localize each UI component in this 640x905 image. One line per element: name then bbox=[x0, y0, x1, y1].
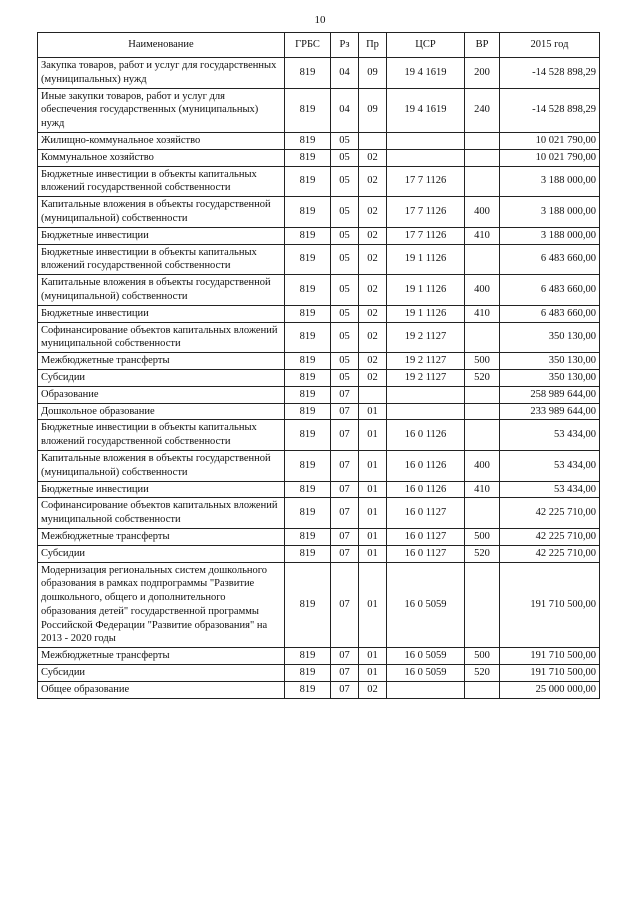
cell-name: Образование bbox=[38, 386, 285, 403]
cell-rz: 05 bbox=[331, 369, 359, 386]
cell-grbs: 819 bbox=[285, 197, 331, 228]
cell-vr: 500 bbox=[465, 528, 500, 545]
table-row bbox=[38, 197, 600, 228]
cell-grbs: 819 bbox=[285, 665, 331, 682]
cell-name: Межбюджетные трансферты bbox=[38, 528, 285, 545]
cell-vr bbox=[465, 403, 500, 420]
cell-amount: 53 434,00 bbox=[500, 420, 600, 451]
cell-pr: 01 bbox=[359, 562, 387, 648]
cell-vr: 240 bbox=[465, 88, 500, 132]
header-rz: Рз bbox=[331, 33, 359, 58]
cell-amount: 233 989 644,00 bbox=[500, 403, 600, 420]
cell-csr: 16 0 5059 bbox=[387, 562, 465, 648]
cell-rz: 07 bbox=[331, 403, 359, 420]
table-row bbox=[38, 420, 600, 451]
cell-name: Субсидии bbox=[38, 545, 285, 562]
cell-csr: 19 2 1127 bbox=[387, 353, 465, 370]
cell-name: Межбюджетные трансферты bbox=[38, 353, 285, 370]
cell-amount: 3 188 000,00 bbox=[500, 227, 600, 244]
table-row bbox=[38, 353, 600, 370]
cell-name: Дошкольное образование bbox=[38, 403, 285, 420]
table-row bbox=[38, 498, 600, 529]
cell-name: Капитальные вложения в объекты государственной (муниципальной) собственности bbox=[38, 450, 285, 481]
cell-vr bbox=[465, 166, 500, 197]
cell-rz: 07 bbox=[331, 386, 359, 403]
cell-name: Межбюджетные трансферты bbox=[38, 648, 285, 665]
table-row bbox=[38, 275, 600, 306]
cell-csr: 16 0 1126 bbox=[387, 481, 465, 498]
cell-grbs: 819 bbox=[285, 481, 331, 498]
cell-csr: 16 0 5059 bbox=[387, 648, 465, 665]
cell-amount: 25 000 000,00 bbox=[500, 681, 600, 698]
table-row bbox=[38, 450, 600, 481]
cell-name: Коммунальное хозяйство bbox=[38, 149, 285, 166]
cell-amount: -14 528 898,29 bbox=[500, 58, 600, 89]
header-vr: ВР bbox=[465, 33, 500, 58]
cell-amount: 191 710 500,00 bbox=[500, 562, 600, 648]
cell-name: Субсидии bbox=[38, 665, 285, 682]
cell-vr: 520 bbox=[465, 545, 500, 562]
cell-csr: 16 0 1127 bbox=[387, 545, 465, 562]
cell-name: Бюджетные инвестиции в объекты капитальных вложений государственной собственности bbox=[38, 244, 285, 275]
cell-grbs: 819 bbox=[285, 648, 331, 665]
cell-pr: 01 bbox=[359, 403, 387, 420]
cell-pr: 01 bbox=[359, 545, 387, 562]
cell-grbs: 819 bbox=[285, 450, 331, 481]
header-csr: ЦСР bbox=[387, 33, 465, 58]
cell-vr: 410 bbox=[465, 481, 500, 498]
cell-name: Капитальные вложения в объекты государственной (муниципальной) собственности bbox=[38, 197, 285, 228]
cell-csr bbox=[387, 386, 465, 403]
cell-rz: 07 bbox=[331, 562, 359, 648]
table-row bbox=[38, 481, 600, 498]
cell-rz: 05 bbox=[331, 322, 359, 353]
table-row bbox=[38, 322, 600, 353]
table-row bbox=[38, 386, 600, 403]
cell-vr bbox=[465, 149, 500, 166]
cell-pr: 02 bbox=[359, 322, 387, 353]
cell-pr: 01 bbox=[359, 665, 387, 682]
cell-amount: 10 021 790,00 bbox=[500, 132, 600, 149]
table-row bbox=[38, 528, 600, 545]
cell-csr: 19 4 1619 bbox=[387, 58, 465, 89]
cell-csr: 16 0 1127 bbox=[387, 528, 465, 545]
cell-rz: 07 bbox=[331, 498, 359, 529]
cell-amount: 53 434,00 bbox=[500, 481, 600, 498]
cell-vr bbox=[465, 681, 500, 698]
cell-csr: 19 1 1126 bbox=[387, 305, 465, 322]
cell-csr: 17 7 1126 bbox=[387, 227, 465, 244]
cell-rz: 05 bbox=[331, 305, 359, 322]
cell-csr: 17 7 1126 bbox=[387, 197, 465, 228]
cell-vr: 520 bbox=[465, 665, 500, 682]
cell-pr bbox=[359, 386, 387, 403]
cell-amount: 10 021 790,00 bbox=[500, 149, 600, 166]
cell-csr bbox=[387, 681, 465, 698]
cell-vr: 400 bbox=[465, 450, 500, 481]
cell-pr: 02 bbox=[359, 275, 387, 306]
cell-amount: 6 483 660,00 bbox=[500, 244, 600, 275]
cell-amount: 42 225 710,00 bbox=[500, 498, 600, 529]
table-row bbox=[38, 403, 600, 420]
cell-csr: 16 0 5059 bbox=[387, 665, 465, 682]
cell-vr bbox=[465, 132, 500, 149]
cell-grbs: 819 bbox=[285, 227, 331, 244]
table-header-row bbox=[38, 33, 600, 58]
cell-amount: 350 130,00 bbox=[500, 322, 600, 353]
cell-csr: 19 1 1126 bbox=[387, 275, 465, 306]
cell-name: Бюджетные инвестиции в объекты капитальных вложений государственной собственности bbox=[38, 166, 285, 197]
cell-grbs: 819 bbox=[285, 562, 331, 648]
cell-grbs: 819 bbox=[285, 386, 331, 403]
cell-pr: 02 bbox=[359, 305, 387, 322]
cell-rz: 07 bbox=[331, 481, 359, 498]
cell-rz: 04 bbox=[331, 58, 359, 89]
cell-grbs: 819 bbox=[285, 498, 331, 529]
budget-table bbox=[37, 32, 600, 699]
header-grbs: ГРБС bbox=[285, 33, 331, 58]
cell-csr: 16 0 1126 bbox=[387, 450, 465, 481]
cell-grbs: 819 bbox=[285, 132, 331, 149]
cell-amount: 42 225 710,00 bbox=[500, 528, 600, 545]
cell-grbs: 819 bbox=[285, 58, 331, 89]
cell-amount: 350 130,00 bbox=[500, 353, 600, 370]
cell-rz: 07 bbox=[331, 665, 359, 682]
cell-rz: 05 bbox=[331, 132, 359, 149]
table-row bbox=[38, 88, 600, 132]
cell-rz: 05 bbox=[331, 197, 359, 228]
cell-grbs: 819 bbox=[285, 275, 331, 306]
cell-rz: 07 bbox=[331, 528, 359, 545]
cell-grbs: 819 bbox=[285, 244, 331, 275]
cell-pr: 01 bbox=[359, 528, 387, 545]
cell-grbs: 819 bbox=[285, 166, 331, 197]
cell-name: Бюджетные инвестиции в объекты капитальных вложений государственной собственности bbox=[38, 420, 285, 451]
cell-pr: 02 bbox=[359, 227, 387, 244]
cell-amount: 6 483 660,00 bbox=[500, 275, 600, 306]
cell-csr: 19 4 1619 bbox=[387, 88, 465, 132]
cell-pr: 02 bbox=[359, 369, 387, 386]
cell-pr: 02 bbox=[359, 244, 387, 275]
cell-name: Общее образование bbox=[38, 681, 285, 698]
cell-pr: 02 bbox=[359, 166, 387, 197]
cell-name: Субсидии bbox=[38, 369, 285, 386]
cell-vr: 520 bbox=[465, 369, 500, 386]
table-row bbox=[38, 681, 600, 698]
cell-rz: 04 bbox=[331, 88, 359, 132]
cell-name: Бюджетные инвестиции bbox=[38, 305, 285, 322]
cell-name: Модернизация региональных систем дошкольного образования в рамках подпрограммы "Развитие дошкольного, общего и дополнительного образования детей" государственной программы Российской Федерации "Развитие образования" на 2013 - 2020 годы bbox=[38, 562, 285, 648]
cell-grbs: 819 bbox=[285, 681, 331, 698]
cell-name: Бюджетные инвестиции bbox=[38, 227, 285, 244]
cell-csr bbox=[387, 403, 465, 420]
cell-pr: 02 bbox=[359, 149, 387, 166]
cell-pr bbox=[359, 132, 387, 149]
cell-grbs: 819 bbox=[285, 353, 331, 370]
cell-amount: -14 528 898,29 bbox=[500, 88, 600, 132]
cell-name: Софинансирование объектов капитальных вложений муниципальной собственности bbox=[38, 498, 285, 529]
cell-vr bbox=[465, 244, 500, 275]
cell-amount: 191 710 500,00 bbox=[500, 665, 600, 682]
cell-name: Жилищно-коммунальное хозяйство bbox=[38, 132, 285, 149]
cell-csr: 16 0 1126 bbox=[387, 420, 465, 451]
cell-rz: 05 bbox=[331, 166, 359, 197]
cell-name: Бюджетные инвестиции bbox=[38, 481, 285, 498]
table-row bbox=[38, 166, 600, 197]
cell-grbs: 819 bbox=[285, 369, 331, 386]
cell-rz: 07 bbox=[331, 545, 359, 562]
table-row bbox=[38, 648, 600, 665]
cell-pr: 01 bbox=[359, 648, 387, 665]
cell-amount: 3 188 000,00 bbox=[500, 166, 600, 197]
header-year-2015: 2015 год bbox=[500, 33, 600, 58]
cell-rz: 05 bbox=[331, 353, 359, 370]
cell-csr: 16 0 1127 bbox=[387, 498, 465, 529]
cell-pr: 02 bbox=[359, 353, 387, 370]
cell-name: Закупка товаров, работ и услуг для государственных (муниципальных) нужд bbox=[38, 58, 285, 89]
table-row bbox=[38, 149, 600, 166]
page-number: 10 bbox=[314, 14, 326, 26]
cell-vr bbox=[465, 386, 500, 403]
table-row bbox=[38, 132, 600, 149]
cell-amount: 258 989 644,00 bbox=[500, 386, 600, 403]
table-row bbox=[38, 369, 600, 386]
cell-name: Иные закупки товаров, работ и услуг для обеспечения государственных (муниципальных) нужд bbox=[38, 88, 285, 132]
cell-rz: 05 bbox=[331, 244, 359, 275]
cell-grbs: 819 bbox=[285, 322, 331, 353]
cell-rz: 05 bbox=[331, 275, 359, 306]
table-row bbox=[38, 227, 600, 244]
table-row bbox=[38, 58, 600, 89]
cell-rz: 05 bbox=[331, 227, 359, 244]
cell-vr: 500 bbox=[465, 353, 500, 370]
header-pr: Пр bbox=[359, 33, 387, 58]
cell-grbs: 819 bbox=[285, 149, 331, 166]
cell-csr bbox=[387, 149, 465, 166]
cell-amount: 350 130,00 bbox=[500, 369, 600, 386]
cell-csr: 19 2 1127 bbox=[387, 369, 465, 386]
cell-vr bbox=[465, 562, 500, 648]
cell-grbs: 819 bbox=[285, 528, 331, 545]
cell-rz: 07 bbox=[331, 648, 359, 665]
table-row bbox=[38, 665, 600, 682]
cell-grbs: 819 bbox=[285, 545, 331, 562]
cell-vr: 400 bbox=[465, 275, 500, 306]
cell-rz: 05 bbox=[331, 149, 359, 166]
cell-rz: 07 bbox=[331, 450, 359, 481]
cell-csr: 19 1 1126 bbox=[387, 244, 465, 275]
cell-name: Софинансирование объектов капитальных вложений муниципальной собственности bbox=[38, 322, 285, 353]
cell-amount: 191 710 500,00 bbox=[500, 648, 600, 665]
cell-vr bbox=[465, 420, 500, 451]
table-row bbox=[38, 305, 600, 322]
table-row bbox=[38, 244, 600, 275]
cell-grbs: 819 bbox=[285, 403, 331, 420]
cell-amount: 6 483 660,00 bbox=[500, 305, 600, 322]
cell-pr: 01 bbox=[359, 498, 387, 529]
table-row bbox=[38, 545, 600, 562]
cell-vr: 400 bbox=[465, 197, 500, 228]
cell-pr: 09 bbox=[359, 88, 387, 132]
cell-pr: 09 bbox=[359, 58, 387, 89]
cell-vr: 410 bbox=[465, 227, 500, 244]
cell-grbs: 819 bbox=[285, 420, 331, 451]
cell-csr bbox=[387, 132, 465, 149]
cell-rz: 07 bbox=[331, 681, 359, 698]
cell-csr: 17 7 1126 bbox=[387, 166, 465, 197]
cell-vr: 500 bbox=[465, 648, 500, 665]
cell-pr: 02 bbox=[359, 681, 387, 698]
cell-amount: 42 225 710,00 bbox=[500, 545, 600, 562]
cell-amount: 3 188 000,00 bbox=[500, 197, 600, 228]
cell-pr: 01 bbox=[359, 450, 387, 481]
cell-grbs: 819 bbox=[285, 88, 331, 132]
cell-pr: 02 bbox=[359, 197, 387, 228]
cell-vr: 410 bbox=[465, 305, 500, 322]
cell-pr: 01 bbox=[359, 481, 387, 498]
cell-rz: 07 bbox=[331, 420, 359, 451]
cell-name: Капитальные вложения в объекты государственной (муниципальной) собственности bbox=[38, 275, 285, 306]
cell-amount: 53 434,00 bbox=[500, 450, 600, 481]
header-name: Наименование bbox=[38, 33, 285, 58]
cell-vr bbox=[465, 322, 500, 353]
cell-pr: 01 bbox=[359, 420, 387, 451]
cell-vr: 200 bbox=[465, 58, 500, 89]
cell-grbs: 819 bbox=[285, 305, 331, 322]
cell-vr bbox=[465, 498, 500, 529]
cell-csr: 19 2 1127 bbox=[387, 322, 465, 353]
table-row bbox=[38, 562, 600, 648]
